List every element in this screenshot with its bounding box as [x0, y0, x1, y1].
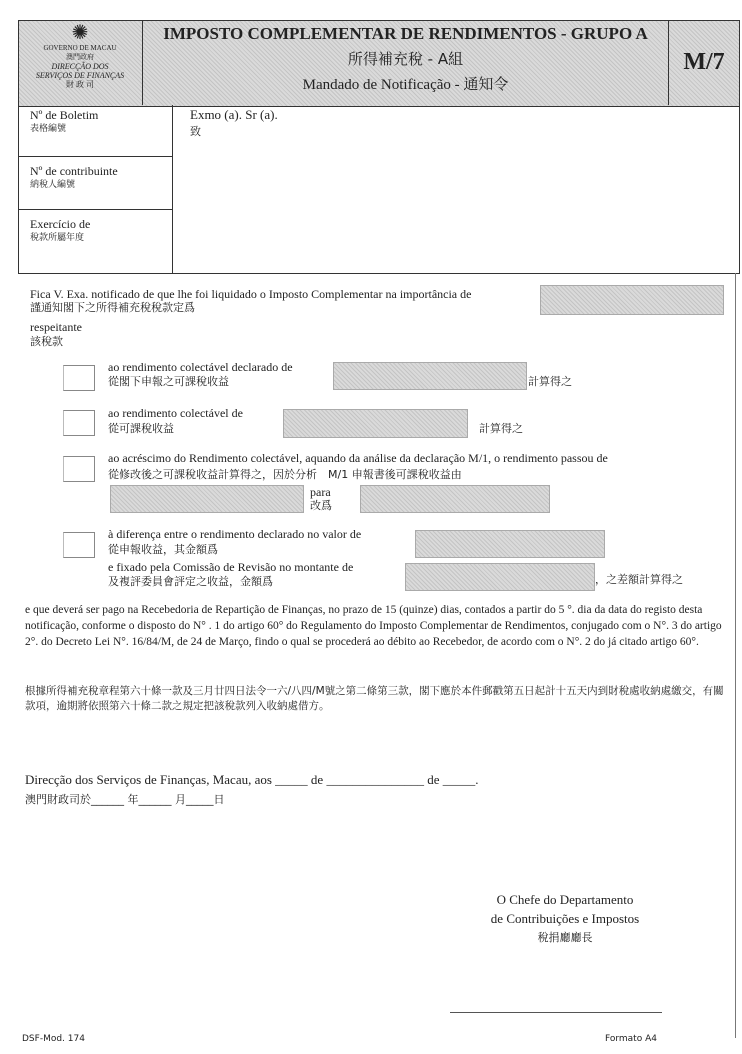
- org-name-zh: 澳門政府: [66, 53, 94, 61]
- option1-checkbox[interactable]: [63, 365, 95, 391]
- legal-text: e que deverá ser pago na Recebedoria de Repartição de Finanças, no prazo de 15 (quinze) dias, contados a partir do 5 °. dia da data do registo desta notificação, conforme o disposto do N° . 1 do artigo 60° do Regulamento do Imposto Complementar de Rendimentos, conjugado com o N°. 3 do artigo 2°. do Decreto Lei N°. 16/84/M, de 24 de Março, findo o qual se procederá ao débito ao Recebedor, de acordo com o N°. 2 do já citado artigo 60°.: [25, 604, 722, 648]
- exercicio-field[interactable]: [18, 210, 172, 252]
- dept-name: DIRECÇÃO DOS: [51, 62, 109, 71]
- para-text: para: [310, 485, 331, 499]
- option2-checkbox[interactable]: [63, 410, 95, 436]
- option2-end: 計算得之: [479, 422, 523, 435]
- label-zh: 表格編號: [30, 124, 67, 134]
- option4-fixed-field[interactable]: [405, 563, 595, 591]
- option1-end: 計算得之: [528, 375, 572, 388]
- option2-value-field[interactable]: [283, 409, 468, 438]
- option3-text-zh: 從修改後之可課稅收益計算得之，因於分析 M/1 申報書後可課稅收益由: [108, 468, 462, 481]
- option4-end: ，之差額計算得之: [595, 573, 683, 586]
- right-margin-line: [735, 273, 736, 1038]
- option1-value-field[interactable]: [333, 362, 527, 390]
- org-name: GOVERNO DE MACAU: [43, 44, 117, 52]
- form-title-zh: 所得補充稅 - A組: [347, 50, 464, 68]
- label: Nº de contribuinte: [30, 164, 118, 178]
- form-model-number: DSF-Mod. 174: [22, 1034, 85, 1044]
- option3-checkbox[interactable]: [63, 456, 95, 482]
- title-cell: [143, 20, 668, 94]
- option4-declared-field[interactable]: [415, 530, 605, 558]
- dept-name-zh: 財 政 司: [66, 80, 94, 89]
- signatory-dept: de Contribuições e Impostos: [490, 911, 640, 926]
- label: Nº de Boletim: [30, 108, 99, 122]
- option4-text: à diferença entre o rendimento declarado no valor de: [108, 527, 362, 541]
- form-subtitle: Mandado de Notificação - 通知令: [302, 77, 509, 93]
- paper-format: Formato A4: [605, 1034, 657, 1044]
- form-code: M/7: [668, 20, 739, 105]
- date-line-zh[interactable]: 澳門財政司於______ 年______ 月_____日: [25, 793, 225, 806]
- id-column: [18, 105, 173, 274]
- signature-line: [450, 1012, 662, 1013]
- option2-text-zh: 從可課稅收益: [108, 422, 174, 435]
- amount-field[interactable]: [540, 285, 724, 315]
- option4-checkbox[interactable]: [63, 532, 95, 558]
- option1-text: ao rendimento colectável declarado de: [108, 360, 293, 374]
- date-line[interactable]: Direcção dos Serviços de Finanças, Macau, aos _____ de _______________ de _____.: [25, 772, 479, 787]
- logo-cell: [18, 20, 143, 105]
- resp-text-zh: 該稅款: [30, 335, 63, 348]
- option1-text-zh: 從閣下申報之可課稅收益: [108, 375, 229, 388]
- intro-text: Fica V. Exa. notificado de que lhe foi liquidado o Imposto Complementar na importância de: [30, 287, 472, 301]
- signatory-title: O Chefe do Departamento: [496, 892, 634, 907]
- contribuinte-field[interactable]: [18, 157, 172, 210]
- boletim-field[interactable]: [18, 105, 172, 157]
- option3-to-field[interactable]: [360, 485, 550, 513]
- resp-text: respeitante: [30, 320, 82, 334]
- label: Exmo (a). Sr (a).: [190, 107, 278, 122]
- form-title: IMPOSTO COMPLEMENTAR DE RENDIMENTOS - GRUPO A: [163, 24, 648, 43]
- addressee-field[interactable]: [190, 107, 278, 139]
- label: Exercício de: [30, 217, 91, 231]
- dept-name-2: SERVIÇOS DE FINANÇAS: [35, 71, 125, 80]
- option2-text: ao rendimento colectável de: [108, 406, 243, 420]
- option4b-text: e fixado pela Comissão de Revisão no montante de: [108, 560, 354, 574]
- option4-text-zh: 從申報收益，其金額爲: [108, 543, 218, 556]
- option4b-text-zh: 及複評委員會評定之收益，金額爲: [108, 575, 273, 588]
- label-zh: 納稅人編號: [30, 180, 76, 190]
- option3-from-field[interactable]: [110, 485, 304, 513]
- legal-text-zh: 根據所得補充稅章程第六十條一款及三月廿四日法令一六/八四/M號之第二條第三款，閣下應於本件郵戳第五日起計十五天内到財稅處收納處繳交，有關款項，逾期將依照第六十條二款之規定把該稅款列入收納處借方。: [25, 685, 724, 712]
- label-zh: 致: [190, 125, 201, 138]
- option3-text: ao acréscimo do Rendimento colectável, aquando da análise da declaração M/1, o rendimento passou de: [108, 451, 608, 465]
- signatory-zh: 稅捐廳廳長: [537, 931, 593, 944]
- intro-text-zh: 謹通知閣下之所得補充稅稅款定爲: [30, 301, 195, 314]
- para-text-zh: 改爲: [310, 499, 332, 512]
- label-zh: 稅款所屬年度: [30, 233, 85, 243]
- emblem-icon: ✺: [71, 22, 89, 44]
- signature-block: [470, 890, 660, 947]
